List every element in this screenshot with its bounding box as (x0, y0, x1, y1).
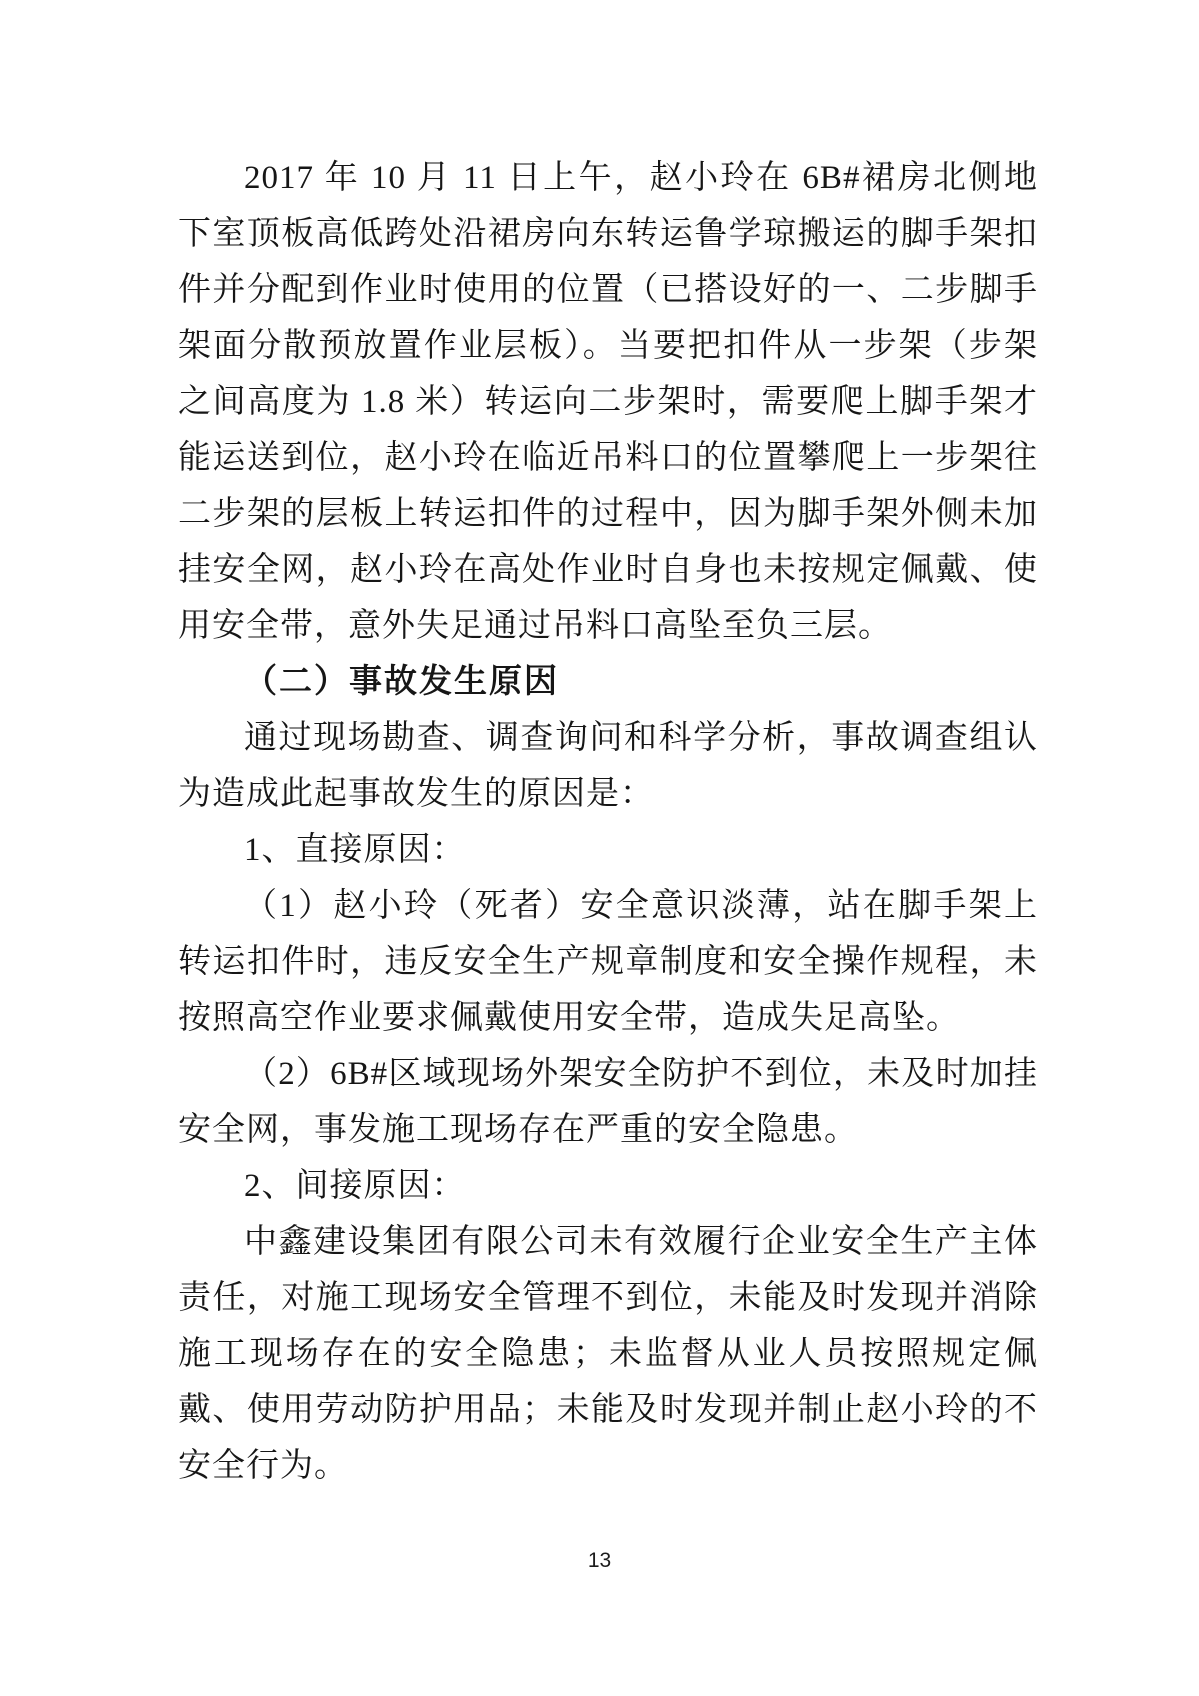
document-body (178, 150, 1038, 1494)
paragraph: 2、间接原因： (244, 1168, 466, 1204)
page-number: 13 (587, 1549, 612, 1572)
paragraph: （1）赵小玲（死者）安全意识淡薄，站在脚手架上转运扣件时，违反安全生产规章制度和安全操作规程，未按照高空作业要求佩戴使用安全带，造成失足高坠。 (178, 888, 1038, 1036)
paragraph: 1、直接原因： (244, 832, 466, 868)
paragraph: （2）6B#区域现场外架安全防护不到位，未及时加挂安全网，事发施工现场存在严重的安全隐患。 (178, 1056, 1038, 1148)
paragraph: 通过现场勘查、调查询问和科学分析，事故调查组认为造成此起事故发生的原因是： (178, 720, 1038, 812)
section-heading: （二）事故发生原因 (244, 664, 559, 700)
paragraph: 中鑫建设集团有限公司未有效履行企业安全生产主体责任，对施工现场安全管理不到位，未能及时发现并消除施工现场存在的安全隐患；未监督从业人员按照规定佩戴、使用劳动防护用品；未能及时发现并制止赵小玲的不安全行为。 (178, 1224, 1038, 1484)
paragraph: 2017 年 10 月 11 日上午，赵小玲在 6B#裙房北侧地下室顶板高低跨处沿裙房向东转运鲁学琼搬运的脚手架扣件并分配到作业时使用的位置（已搭设好的一、二步脚手架面分散预放置作业层板）。当要把扣件从一步架（步架之间高度为 1.8 米）转运向二步架时，需要爬上脚手架才能运送到位，赵小玲在临近吊料口的位置攀爬上一步架往二步架的层板上转运扣件的过程中，因为脚手架外侧未加挂安全网，赵小玲在高处作业时自身也未按规定佩戴、使用安全带，意外失足通过吊料口高坠至负三层。 (178, 160, 1038, 644)
